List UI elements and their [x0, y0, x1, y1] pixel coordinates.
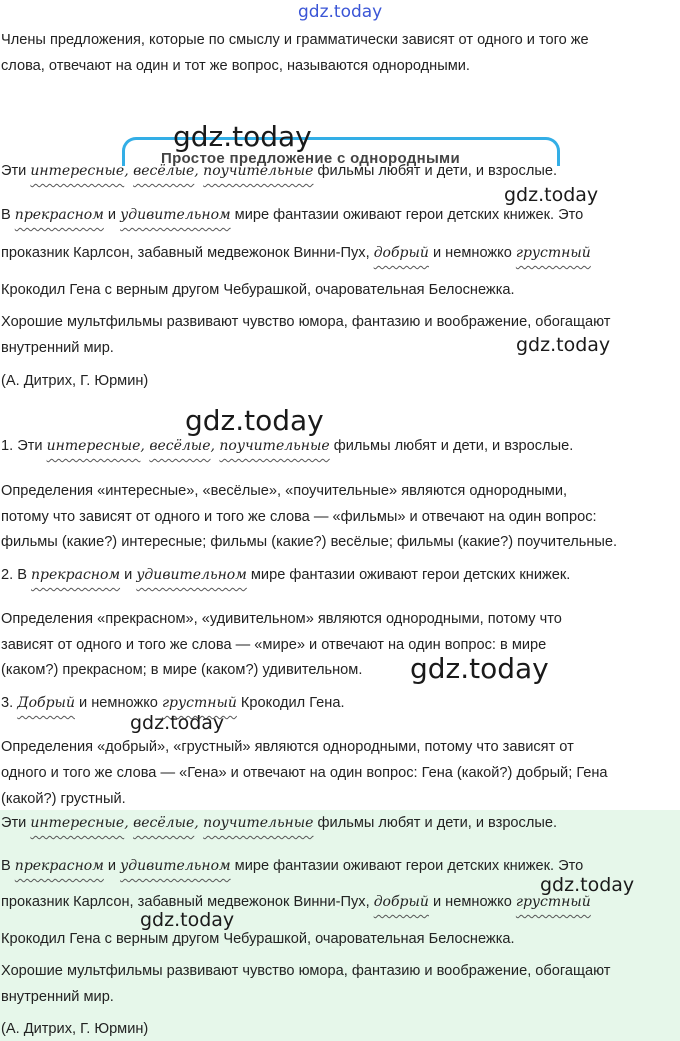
homogeneous-word: весёлые: [133, 815, 195, 831]
repeat-author: (А. Дитрих, Г. Юрмин): [1, 1021, 149, 1037]
homogeneous-word: удивительном: [136, 567, 247, 583]
homogeneous-word: прекрасном: [31, 567, 121, 583]
homogeneous-word: прекрасном: [14, 207, 104, 223]
homogeneous-word: интересные: [30, 815, 125, 831]
explanation-2-line-2: зависят от одного и того же слова — «мире» и отвечают на один вопрос: в мире: [1, 637, 547, 653]
homogeneous-word: удивительном: [120, 858, 231, 874]
explanation-1-line-3: фильмы (какие?) интересные; фильмы (какие?) весёлые; фильмы (какие?) поучительные.: [1, 534, 618, 550]
repeat-paragraph-4: Крокодил Гена с верным другом Чебурашкой, очаровательная Белоснежка.: [1, 931, 515, 947]
homogeneous-word: весёлые: [133, 163, 195, 179]
explanation-3-line-3: (какой?) грустный.: [1, 791, 126, 807]
homogeneous-word: грустный: [515, 245, 591, 261]
homogeneous-word: добрый: [373, 245, 429, 261]
explanation-2-line-1: Определения «прекрасном», «удивительном» являются однородными, потому что: [1, 611, 562, 627]
answer-1: 1. Эти интересные, весёлые, поучительные фильмы любят и дети, и взрослые.: [1, 438, 574, 454]
explanation-2-line-3: (каком?) прекрасном; в мире (каком?) удивительном.: [1, 662, 363, 678]
watermark: gdz.today: [140, 909, 235, 931]
homogeneous-word: весёлые: [149, 438, 211, 454]
homogeneous-word: поучительные: [203, 815, 314, 831]
text-paragraph-5-line-2: внутренний мир.: [1, 340, 114, 356]
repeat-paragraph-2: В прекрасном и удивительном мире фантазии оживают герои детских книжек. Это: [1, 858, 584, 874]
author: (А. Дитрих, Г. Юрмин): [1, 373, 149, 389]
repeat-paragraph-3: проказник Карлсон, забавный медвежонок Винни-Пух, добрый и немножко грустный: [1, 894, 591, 910]
watermark: gdz.today: [516, 334, 611, 356]
repeat-paragraph-1: Эти интересные, весёлые, поучительные фильмы любят и дети, и взрослые.: [1, 815, 558, 831]
homogeneous-word: добрый: [373, 894, 429, 910]
repeat-paragraph-5-line-2: внутренний мир.: [1, 989, 114, 1005]
explanation-1-line-2: потому что зависят от одного и того же слова — «фильмы» и отвечают на один вопрос:: [1, 509, 597, 525]
explanation-3-line-1: Определения «добрый», «грустный» являются однородными, потому что зависят от: [1, 739, 574, 755]
watermark: gdz.today: [130, 712, 225, 734]
homogeneous-word: грустный: [161, 695, 237, 711]
text-paragraph-2: В прекрасном и удивительном мире фантазии оживают герои детских книжек. Это: [1, 207, 584, 223]
text-paragraph-5-line-1: Хорошие мультфильмы развивают чувство юмора, фантазию и воображение, обогащают: [1, 314, 611, 330]
homogeneous-word: грустный: [515, 894, 591, 910]
watermark: gdz.today: [504, 184, 599, 206]
text-paragraph-3: проказник Карлсон, забавный медвежонок Винни-Пух, добрый и немножко грустный: [1, 245, 591, 261]
homogeneous-word: удивительном: [120, 207, 231, 223]
banner-title: Простое предложение с однородными: [161, 150, 460, 166]
watermark: gdz.today: [185, 404, 324, 437]
homogeneous-word: Добрый: [17, 695, 75, 711]
watermark-top: gdz.today: [298, 2, 383, 22]
explanation-3-line-2: одного и того же слова — «Гена» и отвечают на один вопрос: Гена (какой?) добрый; Гена: [1, 765, 608, 781]
watermark: gdz.today: [173, 120, 312, 153]
watermark: gdz.today: [410, 652, 549, 685]
repeated-text-highlight: [0, 810, 680, 1041]
text-paragraph-1: Эти интересные, весёлые, поучительные фильмы любят и дети, и взрослые.: [1, 163, 558, 179]
repeat-paragraph-5-line-1: Хорошие мультфильмы развивают чувство юмора, фантазию и воображение, обогащают: [1, 963, 611, 979]
homogeneous-word: поучительные: [203, 163, 314, 179]
definition-line-2: слова, отвечают на один и тот же вопрос, называются однородными.: [1, 58, 470, 74]
answer-3: 3. Добрый и немножко грустный Крокодил Гена.: [1, 695, 345, 711]
homogeneous-word: интересные: [46, 438, 141, 454]
definition-line-1: Члены предложения, которые по смыслу и грамматически зависят от одного и того же: [1, 32, 589, 48]
watermark: gdz.today: [540, 874, 635, 896]
text-paragraph-4: Крокодил Гена с верным другом Чебурашкой, очаровательная Белоснежка.: [1, 282, 515, 298]
homogeneous-word: поучительные: [219, 438, 330, 454]
homogeneous-word: прекрасном: [14, 858, 104, 874]
homogeneous-word: интересные: [30, 163, 125, 179]
explanation-1-line-1: Определения «интересные», «весёлые», «поучительные» являются однородными,: [1, 483, 568, 499]
answer-2: 2. В прекрасном и удивительном мире фантазии оживают герои детских книжек.: [1, 567, 571, 583]
